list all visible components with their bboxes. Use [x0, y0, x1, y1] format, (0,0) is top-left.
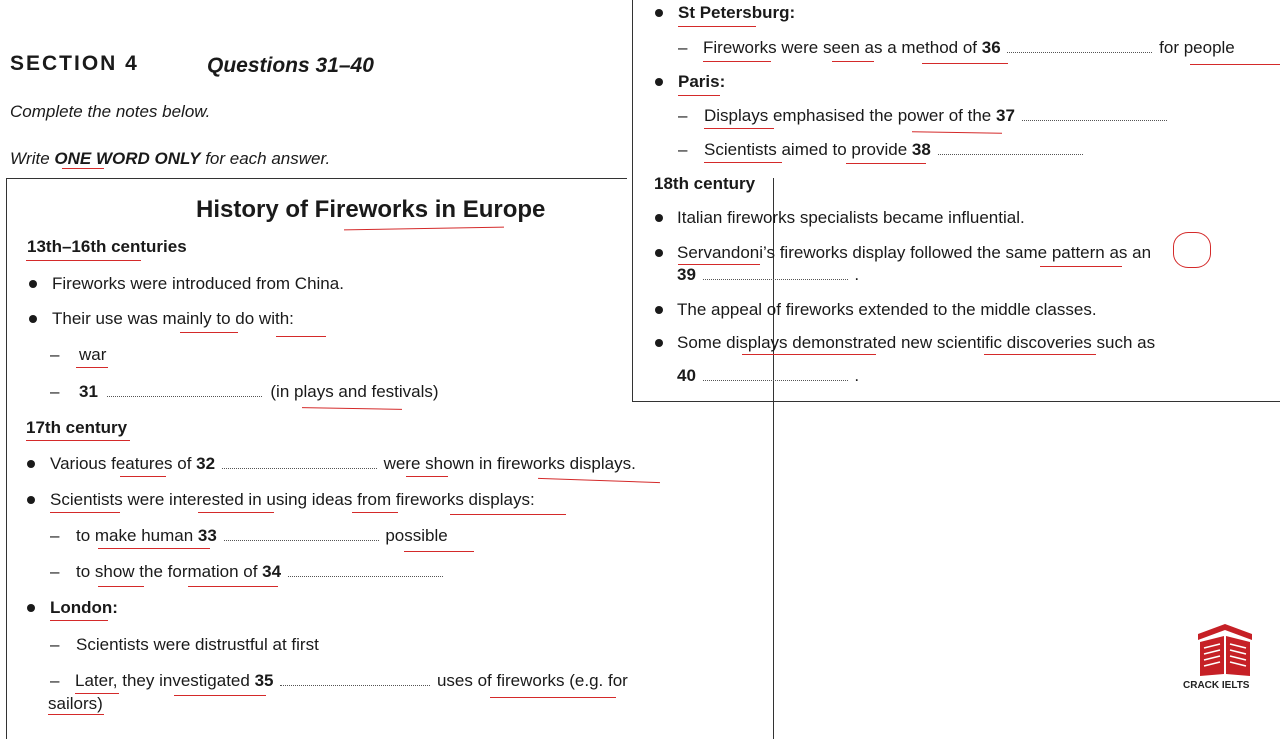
question-32-line: [50, 454, 636, 474]
questions-range: Questions 31–40: [207, 54, 374, 77]
dash: –: [50, 526, 60, 545]
note-plays-festivals: (in plays and festivals): [270, 382, 439, 401]
heading-underline-2: [26, 440, 130, 441]
heading-london: London:: [50, 598, 118, 617]
circle-an: [1173, 232, 1211, 268]
notes-title: History of Fireworks in Europe: [196, 196, 546, 223]
question-number-39: 39: [677, 265, 696, 284]
underline-make-human: [98, 548, 210, 549]
underline-for-people: [1190, 64, 1280, 65]
dash: –: [50, 635, 60, 654]
instruction-bold: ONE WORD ONLY: [54, 149, 201, 168]
note-method-of: Fireworks were seen as a method of: [703, 38, 978, 57]
underline-show: [98, 586, 144, 587]
heading-17th: 17th century: [26, 418, 128, 437]
question-34-line: [76, 562, 445, 582]
question-number-35: 35: [254, 671, 274, 690]
underline-do-with: [276, 336, 326, 337]
underline-to-provide: [846, 163, 926, 164]
note-displays-power: Displays emphasised the power of the: [704, 106, 992, 125]
instruction-pre: Write: [10, 149, 55, 168]
note-use-mainly: Their use was mainly to do with:: [52, 309, 294, 328]
note-distrustful: Scientists were distrustful at first: [76, 635, 319, 654]
question-37-line: [704, 106, 1169, 126]
heading-18th: 18th century: [654, 174, 756, 193]
bullet: [27, 460, 35, 468]
dash: –: [678, 106, 688, 125]
question-38-line: [704, 140, 1085, 160]
underline-formation: [188, 586, 278, 587]
bullet: [29, 280, 37, 288]
book-logo-icon: [1194, 618, 1256, 678]
section-label: SECTION 4: [10, 52, 139, 75]
underline-st-petersburg: [678, 26, 756, 27]
underline-fireworks-36: [703, 61, 771, 62]
note-introduced-china: Fireworks were introduced from China.: [52, 274, 344, 293]
underline-discoveries: [984, 354, 1096, 355]
question-number-34: 34: [262, 562, 282, 581]
note-italian-specialists: Italian fireworks specialists became influential.: [677, 208, 1025, 227]
note-later-investigated: Later, they investigated: [75, 671, 250, 690]
note-make-human: to make human: [76, 526, 194, 545]
question-35-line: [75, 671, 628, 691]
bullet: [27, 496, 35, 504]
question-number-37: 37: [996, 106, 1015, 125]
note-possible: possible: [385, 526, 448, 545]
answer-blank-33[interactable]: [224, 530, 379, 541]
underline-uses: [490, 697, 616, 698]
underline-scientists-38: [704, 162, 782, 163]
heading-13th-16th: 13th–16th centuries: [27, 237, 187, 256]
underline-interested: [198, 512, 274, 513]
underline-features: [120, 476, 166, 477]
underline-investigated: [174, 695, 266, 696]
underline-war: [76, 367, 108, 368]
underline-possible: [404, 551, 474, 552]
instruction-word-limit: [10, 149, 330, 169]
bullet: [655, 339, 663, 347]
underline-same-pattern: [1040, 266, 1122, 267]
answer-blank-35[interactable]: [280, 675, 430, 686]
answer-blank-31[interactable]: [107, 386, 262, 397]
note-show-formation: to show the formation of: [76, 562, 258, 581]
underline-displays: [704, 128, 774, 129]
question-31-line: [79, 382, 439, 402]
bullet: [655, 78, 663, 86]
note-war: war: [79, 345, 107, 364]
note-shown-displays: were shown in fireworks displays.: [383, 454, 636, 473]
bullet: [655, 214, 663, 222]
bullet: [655, 249, 663, 257]
dash: –: [50, 382, 60, 401]
answer-blank-38[interactable]: [938, 144, 1083, 155]
question-40-line: 40 .: [677, 366, 860, 385]
bullet: [655, 9, 663, 17]
question-36-line: [703, 38, 1235, 58]
underline-mainly: [180, 332, 238, 333]
heading-st-petersburg: St Petersburg:: [678, 3, 796, 22]
underline-paris: [678, 95, 720, 96]
answer-blank-36[interactable]: [1007, 42, 1152, 53]
dash: –: [50, 671, 60, 690]
question-number-32: 32: [196, 454, 216, 473]
note-scientists-provide: Scientists aimed to provide: [704, 140, 908, 159]
bullet: [27, 604, 35, 612]
instruction-complete: Complete the notes below.: [10, 102, 211, 121]
question-number-33: 33: [197, 526, 217, 545]
bullet: [655, 306, 663, 314]
question-number-38: 38: [911, 140, 931, 159]
note-various-features: Various features of: [50, 454, 192, 473]
underline-fireworks-2: [450, 514, 566, 515]
note-scientists-interested: Scientists were interested in using ideas from fireworks displays:: [50, 490, 535, 509]
heading-paris: Paris:: [678, 72, 726, 91]
bullet: [29, 315, 37, 323]
logo-text: CRACK IELTS: [1183, 680, 1250, 691]
answer-blank-32[interactable]: [222, 458, 377, 469]
dash: –: [678, 38, 688, 57]
note-uses-of-fireworks: uses of fireworks (e.g. for: [436, 671, 628, 690]
answer-blank-34[interactable]: [288, 566, 443, 577]
underline-sailors: [48, 714, 104, 715]
question-number-31: 31: [79, 382, 98, 401]
underline-seen: [832, 61, 874, 62]
answer-blank-37[interactable]: [1022, 110, 1167, 121]
underline-later: [75, 693, 119, 694]
question-33-line: [76, 526, 448, 546]
underline-were: [406, 476, 448, 477]
dash: –: [50, 562, 60, 581]
underline-ideas: [352, 512, 398, 513]
note-for-people: for people: [1159, 38, 1235, 57]
note-sailors: sailors): [48, 694, 103, 713]
note-servandoni: Servandoni’s fireworks display followed the same pattern as an: [677, 243, 1152, 262]
answer-blank-40[interactable]: [703, 370, 848, 381]
note-scientific-discoveries: Some displays demonstrated new scientific discoveries such as: [677, 333, 1156, 352]
dash: –: [678, 140, 688, 159]
one-underline: [62, 168, 104, 169]
heading-underline-1: [26, 260, 141, 261]
answer-blank-39[interactable]: [703, 269, 848, 280]
question-number-40: 40: [677, 366, 696, 385]
underline-method: [922, 63, 1008, 64]
question-39-line: 39 .: [677, 265, 860, 284]
note-middle-classes: The appeal of fireworks extended to the middle classes.: [677, 300, 1097, 319]
underline-displays-40: [742, 354, 876, 355]
underline-london: [50, 620, 108, 621]
instruction-post: for each answer.: [200, 149, 331, 168]
question-number-36: 36: [981, 38, 1001, 57]
dash: –: [50, 345, 60, 364]
underline-scientists: [50, 512, 120, 513]
